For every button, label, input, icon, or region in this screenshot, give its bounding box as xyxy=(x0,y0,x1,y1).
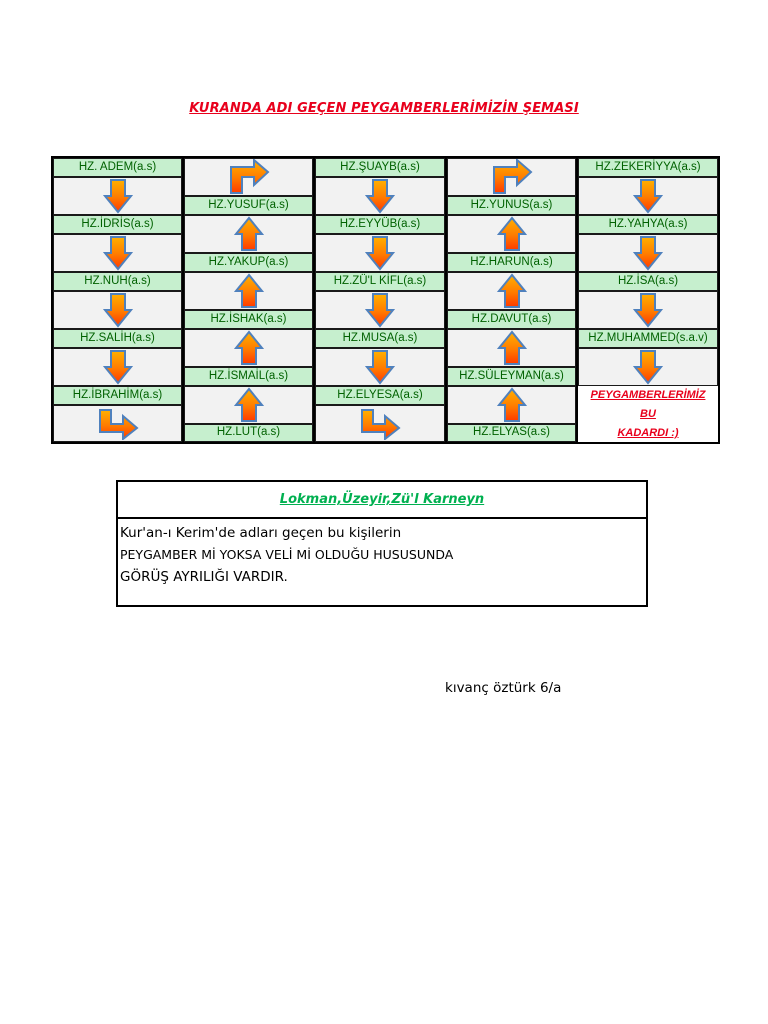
arrow-up-icon xyxy=(184,272,313,310)
box-body xyxy=(118,519,646,588)
arrow-up-icon xyxy=(184,215,313,253)
prophet-muhammed: HZ.MUHAMMED(s.a.v) xyxy=(578,329,718,348)
prophet-elyesa: HZ.ELYESA(a.s) xyxy=(315,386,445,405)
arrow-down-icon xyxy=(315,348,445,386)
prophet-suayb: HZ.ŞUAYB(a.s) xyxy=(315,158,445,177)
prophets-chart xyxy=(51,156,720,444)
closing-note-line-1: PEYGAMBERLERİMİZ xyxy=(590,389,706,401)
prophet-ishak: HZ.İSHAK(a.s) xyxy=(184,310,313,329)
arrow-turn-right-up-icon xyxy=(447,158,576,196)
prophet-nuh: HZ.NUH(a.s) xyxy=(53,272,182,291)
column-2 xyxy=(184,158,315,442)
arrow-down-icon xyxy=(315,234,445,272)
arrow-down-icon xyxy=(315,177,445,215)
prophet-musa: HZ.MUSA(a.s) xyxy=(315,329,445,348)
arrow-up-icon xyxy=(447,386,576,424)
prophet-idris: HZ.İDRİS(a.s) xyxy=(53,215,182,234)
arrow-down-icon xyxy=(53,291,182,329)
prophet-ibrahim: HZ.İBRAHİM(a.s) xyxy=(53,386,182,405)
prophet-eyyub: HZ.EYYÜB(a.s) xyxy=(315,215,445,234)
arrow-down-icon xyxy=(578,177,718,215)
arrow-up-icon xyxy=(184,386,313,424)
prophet-davut: HZ.DAVUT(a.s) xyxy=(447,310,576,329)
arrow-down-icon xyxy=(53,234,182,272)
prophet-adem: HZ. ADEM(a.s) xyxy=(53,158,182,177)
arrow-up-icon xyxy=(184,329,313,367)
arrow-up-icon xyxy=(447,272,576,310)
arrow-down-icon xyxy=(578,234,718,272)
column-5 xyxy=(578,158,718,442)
prophet-yunus: HZ.YUNUS(a.s) xyxy=(447,196,576,215)
column-3 xyxy=(315,158,447,442)
column-1 xyxy=(53,158,184,442)
closing-note-line-3: KADARDI :) xyxy=(617,427,679,439)
closing-note-line-2: BU xyxy=(640,408,656,420)
prophet-zekeriyya: HZ.ZEKERİYYA(a.s) xyxy=(578,158,718,177)
arrow-up-icon xyxy=(447,215,576,253)
box-line-1: Kur'an-ı Kerim'de adları geçen bu kişilerin xyxy=(120,525,402,541)
column-4 xyxy=(447,158,578,442)
prophet-zulkifl: HZ.ZÜ'L KİFL(a.s) xyxy=(315,272,445,291)
closing-note xyxy=(578,386,718,442)
box-line-2: PEYGAMBER Mİ YOKSA VELİ Mİ OLDUĞU HUSUSUNDA xyxy=(120,547,454,562)
box-line-3: GÖRÜŞ AYRILIĞI VARDIR. xyxy=(120,569,288,585)
prophet-isa: HZ.İSA(a.s) xyxy=(578,272,718,291)
disputed-figures-box xyxy=(116,480,648,607)
arrow-turn-down-right-icon xyxy=(315,405,445,442)
prophet-elyas: HZ.ELYAS(a.s) xyxy=(447,424,576,442)
page-title: KURANDA ADI GEÇEN PEYGAMBERLERİMİZİN ŞEMASI xyxy=(189,101,579,116)
arrow-turn-right-up-icon xyxy=(184,158,313,196)
prophet-yusuf: HZ.YUSUF(a.s) xyxy=(184,196,313,215)
prophet-yakup: HZ.YAKUP(a.s) xyxy=(184,253,313,272)
arrow-up-icon xyxy=(447,329,576,367)
prophet-yahya: HZ.YAHYA(a.s) xyxy=(578,215,718,234)
arrow-down-icon xyxy=(578,291,718,329)
arrow-down-icon xyxy=(53,348,182,386)
arrow-down-icon xyxy=(578,348,718,386)
box-heading: Lokman,Üzeyir,Zü'l Karneyn xyxy=(118,482,646,519)
prophet-salih: HZ.SALİH(a.s) xyxy=(53,329,182,348)
arrow-down-icon xyxy=(315,291,445,329)
author-signature: kıvanç öztürk 6/a xyxy=(445,680,562,696)
prophet-harun: HZ.HARUN(a.s) xyxy=(447,253,576,272)
prophet-suleyman: HZ.SÜLEYMAN(a.s) xyxy=(447,367,576,386)
arrow-turn-down-right-icon xyxy=(53,405,182,442)
arrow-down-icon xyxy=(53,177,182,215)
prophet-ismail: HZ.İSMAİL(a.s) xyxy=(184,367,313,386)
prophet-lut: HZ.LUT(a.s) xyxy=(184,424,313,442)
